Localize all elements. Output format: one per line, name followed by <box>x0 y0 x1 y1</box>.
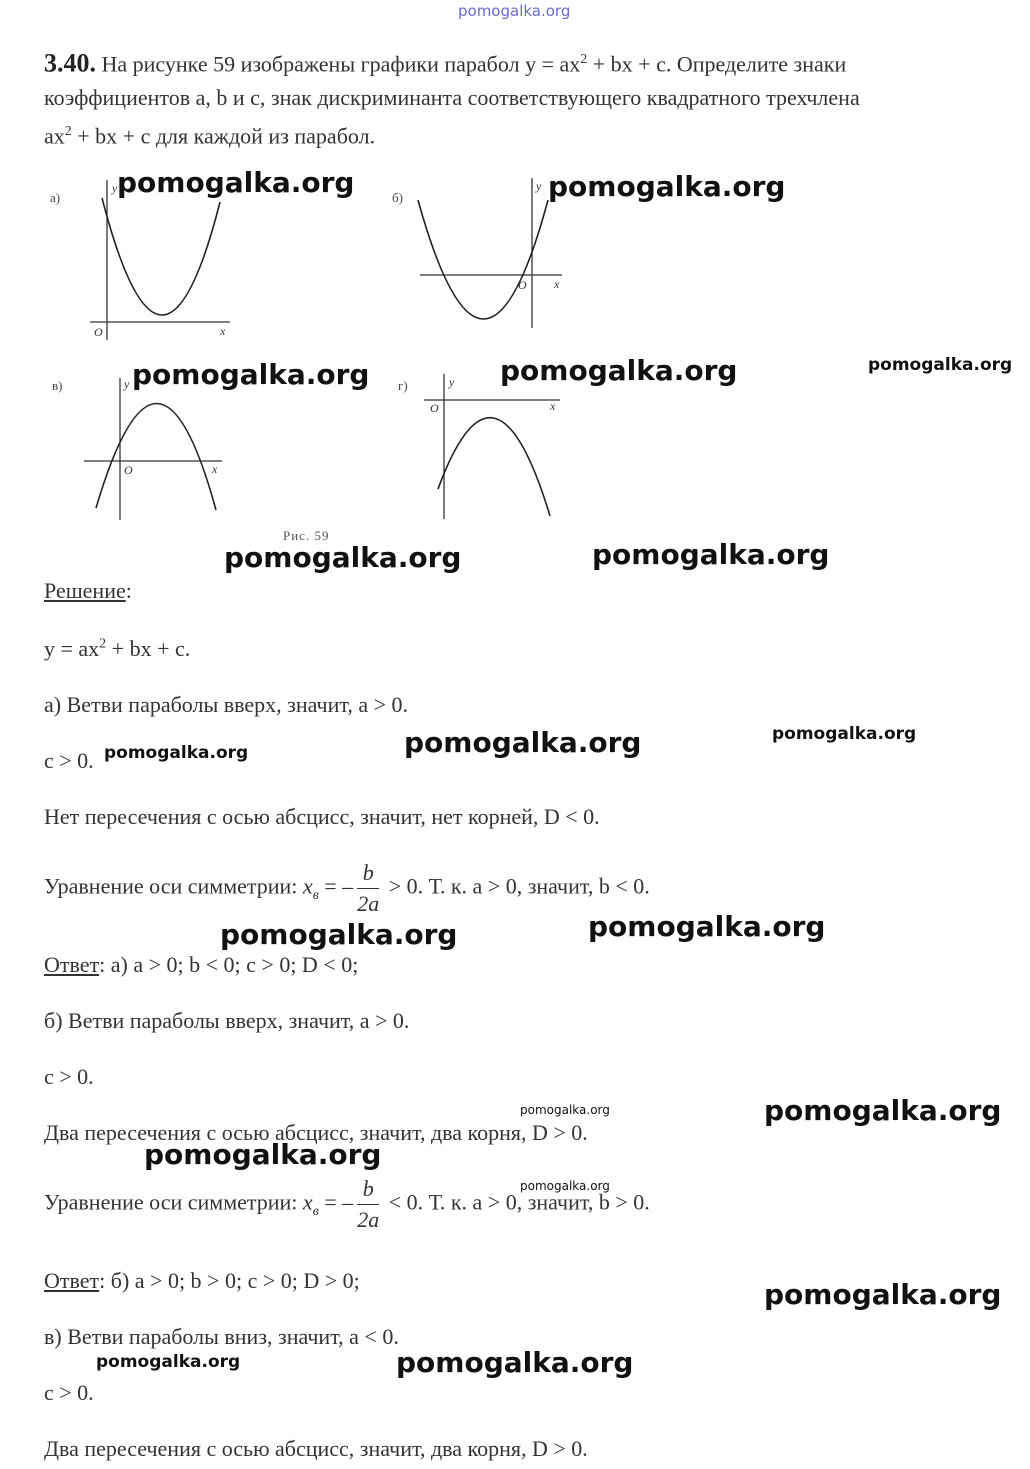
watermark: pomogalka.org <box>144 1138 382 1171</box>
b4-var: x <box>302 1189 313 1215</box>
panel-label-b: б) <box>392 190 403 205</box>
panel-label-d: г) <box>398 378 408 393</box>
b-answer-line <box>44 1268 360 1294</box>
a4-num: b <box>357 858 379 889</box>
watermark: pomogalka.org <box>764 1094 1002 1127</box>
b4-num: b <box>357 1174 379 1205</box>
graph-panel-a <box>80 180 240 340</box>
watermark: pomogalka.org <box>868 355 1013 375</box>
formula-tail: + bx + c. <box>106 636 191 661</box>
top-watermark[interactable]: pomogalka.org <box>458 2 571 20</box>
a4-sub: в <box>312 887 319 903</box>
origin-label: O <box>430 401 439 415</box>
a4-pre: Уравнение оси симметрии: <box>44 873 303 899</box>
b-line-2: c > 0. <box>44 1064 94 1089</box>
solution-heading-colon: : <box>125 578 132 603</box>
x-axis-label: x <box>554 277 560 291</box>
watermark: pomogalka.org <box>764 1278 1002 1311</box>
b4-pre: Уравнение оси симметрии: <box>44 1189 303 1215</box>
a-answer: : а) a > 0; b < 0; c > 0; D < 0; <box>99 952 359 977</box>
graph-panel-d <box>418 374 568 519</box>
watermark: pomogalka.org <box>104 743 249 763</box>
watermark: pomogalka.org <box>396 1346 634 1379</box>
a-line-1: а) Ветви параболы вверх, значит, a > 0. <box>44 692 408 717</box>
parabola-curve <box>96 403 216 510</box>
c-line-1: в) Ветви параболы вниз, значит, a < 0. <box>44 1324 399 1349</box>
b4-fraction <box>357 1174 379 1235</box>
b4-eq: = – <box>318 1189 354 1215</box>
watermark: pomogalka.org <box>132 358 370 391</box>
problem-number: 3.40. <box>44 48 96 78</box>
watermark: pomogalka.org <box>117 166 355 199</box>
problem-line-1 <box>44 42 846 82</box>
watermark: pomogalka.org <box>224 541 462 574</box>
y-axis-label: y <box>449 375 455 389</box>
solution-heading: Решение <box>44 578 126 603</box>
watermark: pomogalka.org <box>592 538 830 571</box>
problem-line-3 <box>44 114 375 154</box>
x-axis-label: x <box>220 324 226 338</box>
parabola-curve <box>438 418 550 516</box>
a-answer-label: Ответ <box>44 952 100 977</box>
c-line-2: c > 0. <box>44 1380 94 1405</box>
a-answer-line <box>44 952 358 978</box>
a4-den: 2a <box>357 891 380 916</box>
problem-sup-3: 2 <box>64 124 72 139</box>
c-line-3: Два пересечения с осью абсцисс, значит, два корня, D > 0. <box>44 1436 588 1461</box>
a4-post: > 0. Т. к. a > 0, значит, b < 0. <box>383 873 650 899</box>
formula-line <box>44 636 190 662</box>
a-line-3: Нет пересечения с осью абсцисс, значит, нет корней, D < 0. <box>44 804 600 829</box>
watermark: pomogalka.org <box>404 726 642 759</box>
a-line-2: c > 0. <box>44 748 94 773</box>
parabola-curve <box>418 200 548 319</box>
solution-heading-line <box>44 578 132 604</box>
x-axis-label: x <box>550 399 556 413</box>
parabola-curve <box>102 198 220 315</box>
watermark: pomogalka.org <box>500 354 738 387</box>
figure-caption: Рис. 59 <box>283 528 330 543</box>
formula: y = ax <box>44 636 100 661</box>
b-answer: : б) a > 0; b > 0; c > 0; D > 0; <box>99 1268 360 1293</box>
a4-var: x <box>302 873 313 899</box>
b4-den: 2a <box>357 1207 380 1232</box>
problem-text-1-tail: + bx + c. Определите знаки <box>587 51 847 77</box>
watermark: pomogalka.org <box>520 1103 610 1117</box>
watermark: pomogalka.org <box>772 724 917 744</box>
watermark: pomogalka.org <box>96 1352 241 1372</box>
formula-sup: 2 <box>99 636 107 652</box>
b4-sub: в <box>312 1203 319 1219</box>
problem-text-3a: ax <box>44 123 65 149</box>
y-axis-label: y <box>124 378 130 391</box>
watermark: pomogalka.org <box>548 170 786 203</box>
watermark: pomogalka.org <box>220 918 458 951</box>
b4-post: < 0. Т. к. a > 0, значит, b > 0. <box>383 1189 650 1215</box>
y-axis-label: y <box>112 181 118 195</box>
x-axis-label: x <box>212 462 218 476</box>
b-answer-label: Ответ <box>44 1268 100 1293</box>
a4-fraction <box>357 858 379 919</box>
y-axis-label: y <box>536 179 542 193</box>
b-line-3: Два пересечения с осью абсцисс, значит, два корня, D > 0. <box>44 1120 588 1145</box>
problem-text-1: На рисунке 59 изображены графики парабол y = ax <box>101 51 581 77</box>
a4-eq: = – <box>318 873 354 899</box>
problem-text-3b: + bx + c для каждой из парабол. <box>71 123 376 149</box>
a-line-4 <box>44 858 650 919</box>
problem-line-2: коэффициентов a, b и c, знак дискриминанта соответствующего квадратного трехчлена <box>44 85 860 110</box>
problem-sup-1: 2 <box>580 52 588 67</box>
origin-label: O <box>124 463 133 477</box>
watermark: pomogalka.org <box>588 910 826 943</box>
origin-label: O <box>518 278 527 292</box>
panel-label-c: в) <box>52 378 63 393</box>
b-line-1: б) Ветви параболы вверх, значит, a > 0. <box>44 1008 410 1033</box>
graph-panel-c <box>80 378 230 520</box>
panel-label-a: а) <box>50 190 61 205</box>
watermark: pomogalka.org <box>520 1179 610 1193</box>
origin-label: O <box>94 325 103 339</box>
